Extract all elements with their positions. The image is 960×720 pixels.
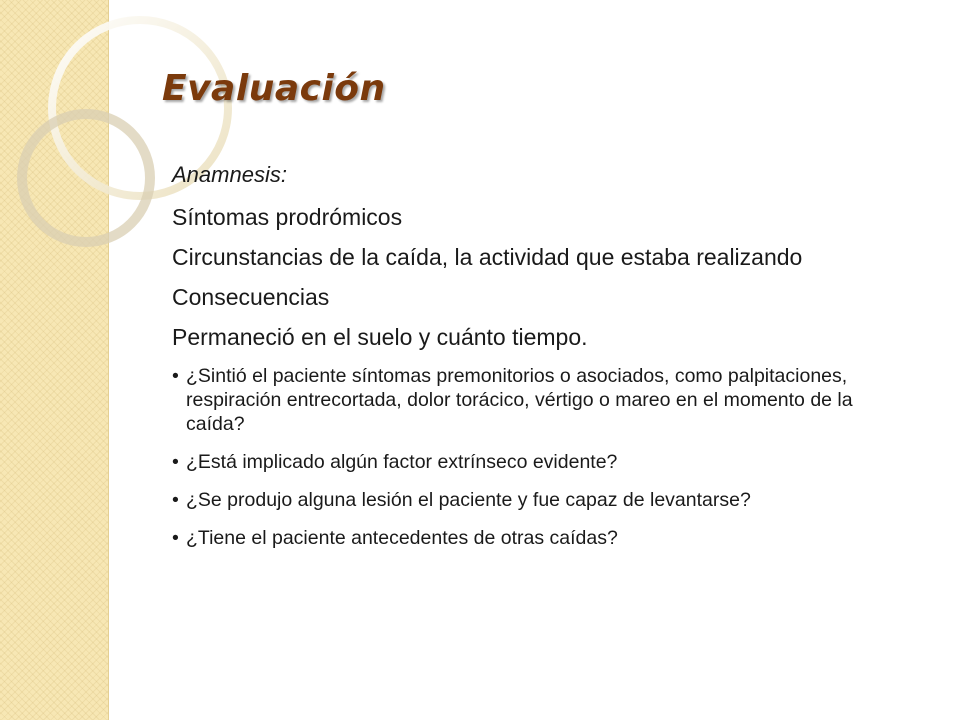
question-item bbox=[172, 450, 912, 474]
subheading: Anamnesis: bbox=[172, 162, 287, 187]
question-list bbox=[172, 364, 912, 550]
question-item bbox=[172, 488, 912, 512]
question-text: ¿Tiene el paciente antecedentes de otras caídas? bbox=[186, 527, 618, 549]
bullet-dot: • bbox=[172, 489, 179, 511]
slide-title: Evaluación bbox=[162, 68, 386, 109]
question-text: ¿Sintió el paciente síntomas premonitorios o asociados, como palpitaciones, respiración entrecortada, dolor torácico, vértigo o mareo en el momento de la caída? bbox=[186, 365, 853, 435]
question-text: ¿Está implicado algún factor extrínseco evidente? bbox=[186, 451, 618, 473]
main-item-time-on-floor: Permaneció en el suelo y cuánto tiempo. bbox=[172, 324, 588, 350]
slide-content bbox=[172, 162, 912, 564]
bullet-dot: • bbox=[172, 527, 179, 549]
question-item bbox=[172, 526, 912, 550]
bullet-dot: • bbox=[172, 365, 179, 387]
bullet-dot: • bbox=[172, 451, 179, 473]
question-item bbox=[172, 364, 912, 436]
main-item-consequences: Consecuencias bbox=[172, 284, 330, 310]
question-text: ¿Se produjo alguna lesión el paciente y fue capaz de levantarse? bbox=[186, 489, 751, 511]
main-item-fall-circumstances: Circunstancias de la caída, la actividad que estaba realizando bbox=[172, 244, 803, 270]
main-item-prodromal-symptoms: Síntomas prodrómicos bbox=[172, 204, 403, 230]
